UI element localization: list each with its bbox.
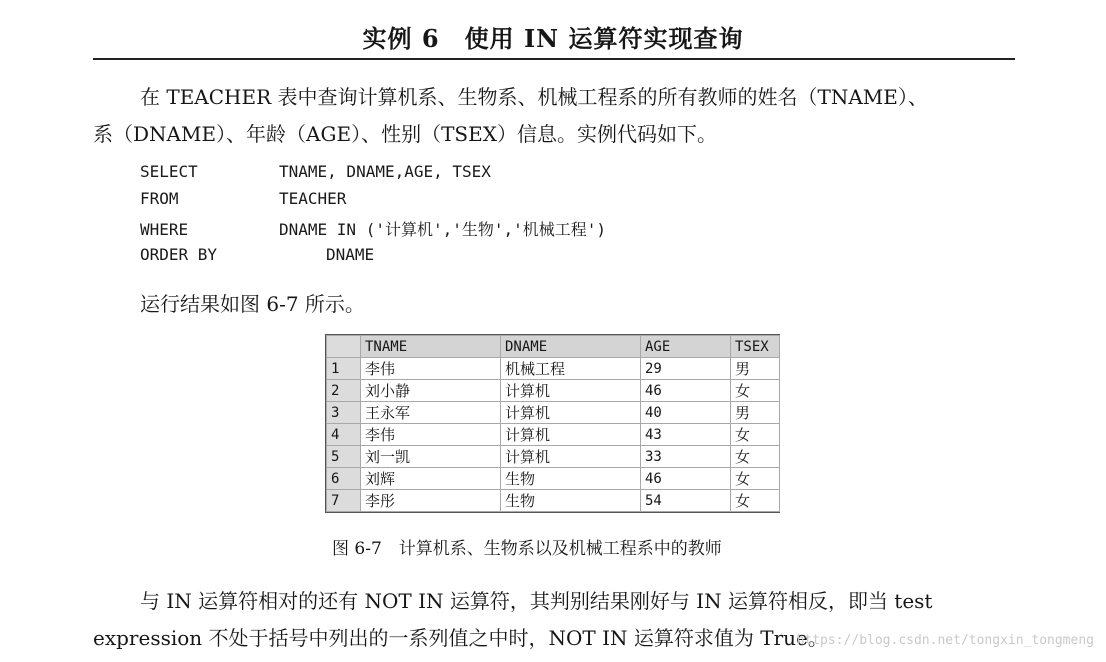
code-argument: DNAME IN ('计算机','生物','机械工程') bbox=[279, 220, 607, 239]
cell-tname[interactable]: 李彤 bbox=[361, 490, 501, 512]
cell-age[interactable]: 54 bbox=[641, 490, 731, 512]
table-row[interactable] bbox=[327, 358, 780, 380]
code-argument: DNAME bbox=[326, 245, 375, 264]
code-keyword: SELECT bbox=[140, 162, 198, 181]
row-number: 7 bbox=[327, 490, 361, 512]
table-row[interactable] bbox=[327, 468, 780, 490]
cell-tname[interactable]: 刘辉 bbox=[361, 468, 501, 490]
row-number: 3 bbox=[327, 402, 361, 424]
row-number: 4 bbox=[327, 424, 361, 446]
column-header-tname[interactable]: TNAME bbox=[361, 336, 501, 358]
cell-tname[interactable]: 李伟 bbox=[361, 424, 501, 446]
cell-dname[interactable]: 生物 bbox=[501, 468, 641, 490]
code-line-select bbox=[140, 162, 491, 181]
table-row[interactable] bbox=[327, 402, 780, 424]
cell-tname[interactable]: 刘小静 bbox=[361, 380, 501, 402]
column-header-dname[interactable]: DNAME bbox=[501, 336, 641, 358]
code-line-from bbox=[140, 189, 346, 208]
cell-age[interactable]: 40 bbox=[641, 402, 731, 424]
cell-dname[interactable]: 计算机 bbox=[501, 402, 641, 424]
cell-tsex[interactable]: 女 bbox=[731, 490, 780, 512]
row-number: 6 bbox=[327, 468, 361, 490]
result-grid bbox=[325, 334, 780, 513]
cell-tsex[interactable]: 男 bbox=[731, 358, 780, 380]
cell-tsex[interactable]: 女 bbox=[731, 446, 780, 468]
figure-caption: 图 6-7 计算机系、生物系以及机械工程系中的教师 bbox=[332, 539, 722, 559]
cell-tsex[interactable]: 女 bbox=[731, 424, 780, 446]
cell-dname[interactable]: 计算机 bbox=[501, 446, 641, 468]
table-row[interactable] bbox=[327, 424, 780, 446]
outro-line-1: 与 IN 运算符相对的还有 NOT IN 运算符，其判别结果刚好与 IN 运算符相反，即当 test bbox=[140, 589, 933, 613]
cell-tsex[interactable]: 女 bbox=[731, 468, 780, 490]
table-header-row bbox=[327, 336, 780, 358]
cell-age[interactable]: 43 bbox=[641, 424, 731, 446]
code-line-where bbox=[140, 217, 606, 240]
column-header-tsex[interactable]: TSEX bbox=[731, 336, 780, 358]
intro-line-1: 在 TEACHER 表中查询计算机系、生物系、机械工程系的所有教师的姓名（TNAME）、 bbox=[140, 85, 928, 109]
cell-tname[interactable]: 王永军 bbox=[361, 402, 501, 424]
code-keyword: ORDER BY bbox=[140, 245, 218, 264]
cell-dname[interactable]: 计算机 bbox=[501, 424, 641, 446]
result-intro: 运行结果如图 6-7 所示。 bbox=[140, 292, 365, 316]
cell-tsex[interactable]: 男 bbox=[731, 402, 780, 424]
code-argument: TNAME, DNAME,AGE, TSEX bbox=[279, 162, 491, 181]
code-keyword: FROM bbox=[140, 189, 179, 208]
title-underline bbox=[93, 58, 1015, 60]
code-argument: TEACHER bbox=[279, 189, 347, 208]
cell-age[interactable]: 33 bbox=[641, 446, 731, 468]
cell-age[interactable]: 46 bbox=[641, 380, 731, 402]
cell-dname[interactable]: 计算机 bbox=[501, 380, 641, 402]
watermark: https://blog.csdn.net/tongxin_tongmeng bbox=[796, 633, 1094, 648]
code-line-order-by bbox=[140, 245, 374, 264]
table-row[interactable] bbox=[327, 490, 780, 512]
code-keyword: WHERE bbox=[140, 220, 189, 239]
section-title: 实例 6 使用 IN 运算符实现查询 bbox=[362, 24, 744, 53]
cell-tname[interactable]: 李伟 bbox=[361, 358, 501, 380]
row-number: 1 bbox=[327, 358, 361, 380]
outro-line-2: expression 不处于括号中列出的一系列值之中时，NOT IN 运算符求值为 True。 bbox=[93, 626, 828, 650]
table-row[interactable] bbox=[327, 380, 780, 402]
cell-tname[interactable]: 刘一凯 bbox=[361, 446, 501, 468]
cell-dname[interactable]: 生物 bbox=[501, 490, 641, 512]
table-row[interactable] bbox=[327, 446, 780, 468]
row-number-header bbox=[327, 336, 361, 358]
column-header-age[interactable]: AGE bbox=[641, 336, 731, 358]
cell-age[interactable]: 29 bbox=[641, 358, 731, 380]
cell-tsex[interactable]: 女 bbox=[731, 380, 780, 402]
cell-age[interactable]: 46 bbox=[641, 468, 731, 490]
row-number: 2 bbox=[327, 380, 361, 402]
cell-dname[interactable]: 机械工程 bbox=[501, 358, 641, 380]
row-number: 5 bbox=[327, 446, 361, 468]
intro-line-2: 系（DNAME）、年龄（AGE）、性别（TSEX）信息。实例代码如下。 bbox=[93, 122, 717, 146]
